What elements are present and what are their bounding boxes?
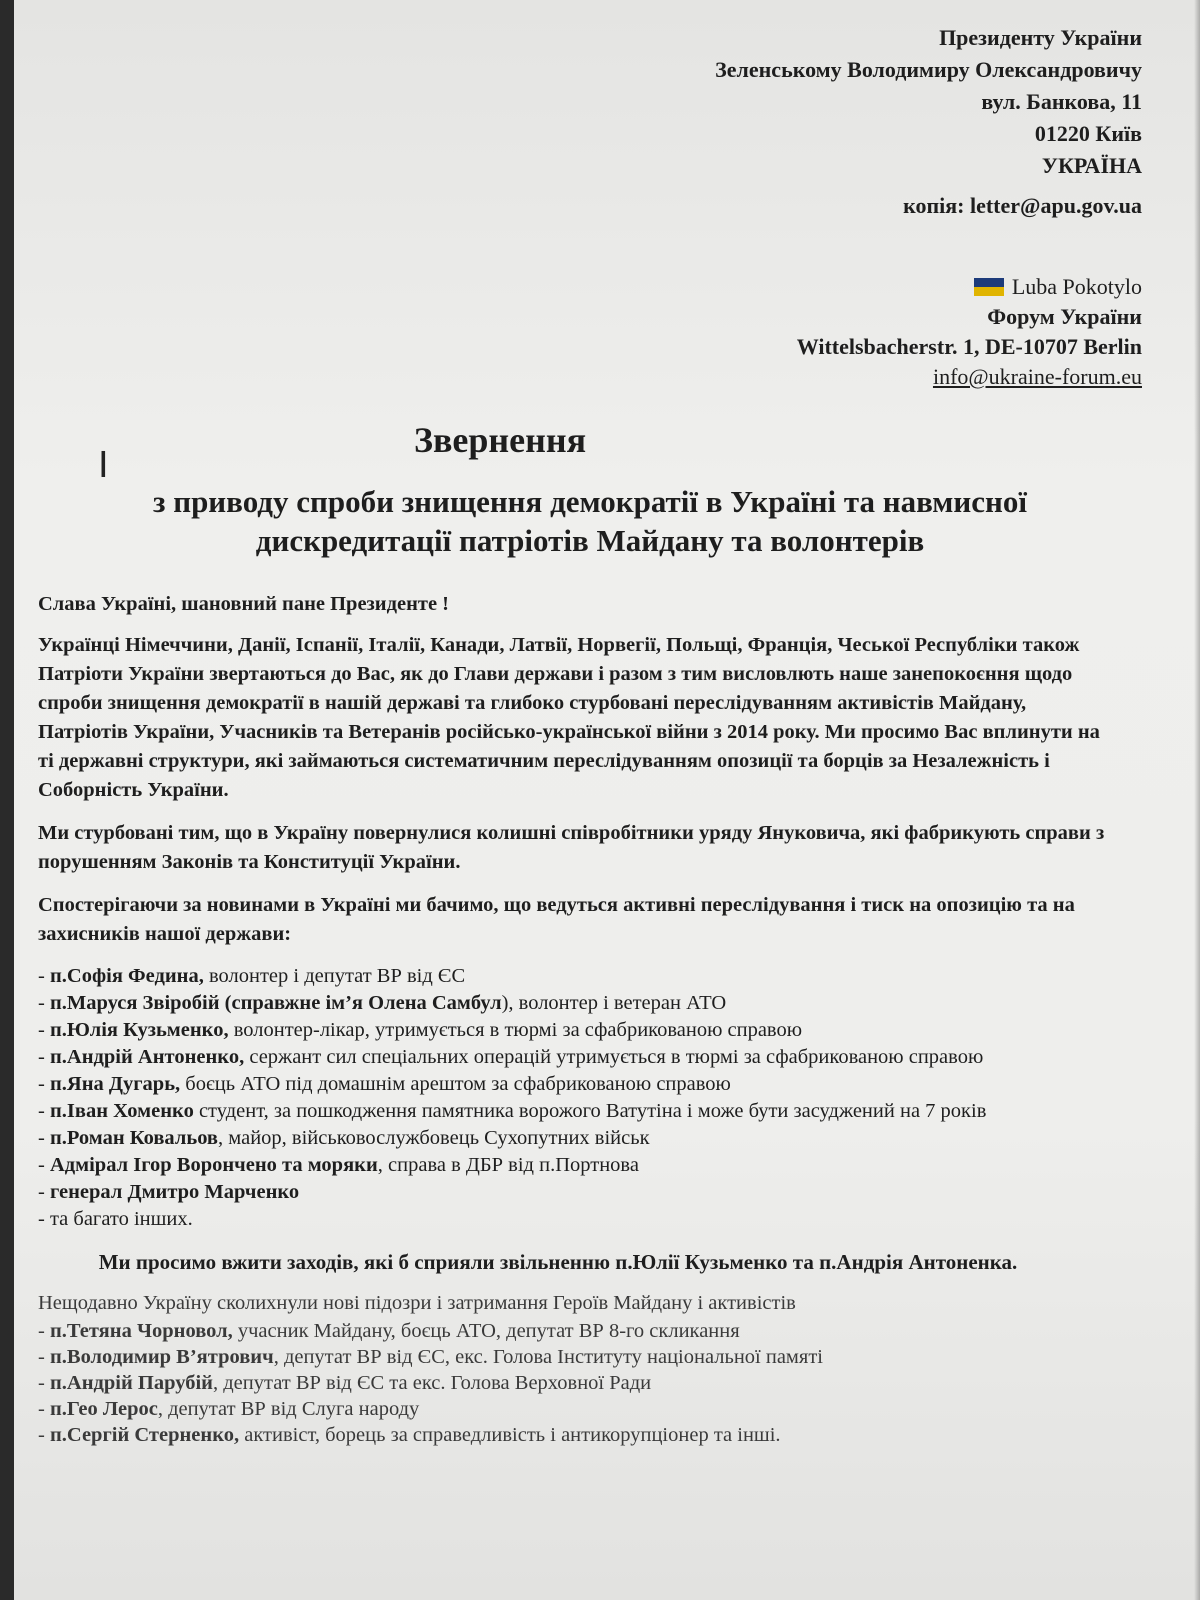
letter-body — [38, 590, 1118, 1448]
recipient-country: УКРАЇНА — [1041, 153, 1142, 178]
list-item: - п.Роман Ковальов, майор, військовослужбовець Сухопутних військ — [38, 1127, 650, 1149]
sender-name-line — [797, 272, 1142, 302]
document-subtitle: з приводу спроби знищення демократії в Україні та навмисної дискредитації патріотів Майдану та волонтерів — [153, 484, 1027, 558]
list-item: - Адмірал Ігор Ворончено та моряки, справа в ДБР від п.Портнова — [38, 1154, 639, 1176]
list-item: - п.Гео Лерос, депутат ВР від Слуга народу — [38, 1398, 420, 1420]
recipient-block — [715, 22, 1142, 222]
request-statement: Ми просимо вжити заходів, які б сприяли звільненню п.Юлії Кузьменко та п.Андрія Антоненка. — [98, 1250, 1018, 1274]
sender-org: Форум України — [987, 304, 1142, 329]
list-item: - п.Софія Федина, волонтер і депутат ВР від ЄС — [38, 965, 466, 987]
recipient-city: 01220 Київ — [1034, 121, 1142, 146]
list-item: - п.Тетяна Чорновол, учасник Майдану, боєць АТО, депутат ВР 8-го скликання — [38, 1320, 740, 1342]
sender-block — [797, 272, 1142, 392]
list-item: - та багато інших. — [38, 1208, 193, 1230]
paragraph-3: Спостерігаючи за новинами в Україні ми бачимо, що ведуться активні переслідування і тиск на опозицію та на захисників нашої держави: — [38, 894, 1075, 945]
recipient-title: Президенту України — [939, 25, 1142, 50]
sender-name: Luba Pokotylo — [1011, 274, 1142, 299]
recent-intro: Нещодавно Україну сколихнули нові підозри і затримання Героїв Майдану і активістів — [38, 1292, 796, 1314]
list-item: - п.Андрій Парубій, депутат ВР від ЄС та екс. Голова Верховної Ради — [38, 1372, 652, 1394]
paragraph-1: Українці Німеччини, Данії, Іспанії, Італії, Канади, Латвії, Норвегії, Польщі, Франція, Чеської Республіки також Патріоти України звертаються до Вас, як до Глави держави і разом з тим висловлють наше занепокоєння щодо спроби знищення демократії в нашій державі та глибоко стурбовані переслідуванням активістів Майдану, Патріотів України, Учасників та Ветеранів російсько-української війни з 2014 року. Ми просимо Вас вплинути на ті державні структури, які займаються систематичним переслідуванням опозиції та борців за Незалежність і Соборність України. — [38, 634, 1100, 801]
recent-list — [38, 1318, 1118, 1448]
text-cursor-icon: I — [98, 445, 109, 486]
recipient-street: вул. Банкова, 11 — [981, 89, 1142, 114]
paragraph-2: Ми стурбовані тим, що в Україну повернулися колишні співробітники уряду Януковича, які фабрикують справи з порушенням Законів та Конституції України. — [38, 822, 1105, 873]
list-item: - п.Яна Дугарь, боєць АТО під домашнім арештом за сфабрикованою справою — [38, 1073, 731, 1095]
sender-email-link[interactable]: info@ukraine-forum.eu — [932, 364, 1142, 389]
list-item: - п.Володимир В’ятрович, депутат ВР від ЄС, екс. Голова Інституту національної памяті — [38, 1346, 823, 1368]
persecuted-list — [38, 963, 1118, 1233]
sender-address: Wittelsbacherstr. 1, DE-10707 Berlin — [796, 334, 1142, 359]
list-item: - п.Андрій Антоненко, сержант сил спеціальних операцій утримується в тюрмі за сфабрикованою справою — [38, 1046, 984, 1068]
list-item: - п.Іван Хоменко студент, за пошкодження памятника ворожого Ватутіна і може бути засуджений на 7 років — [38, 1100, 987, 1122]
document-title: Звернення — [413, 420, 587, 460]
greeting: Слава Україні, шановний пане Президенте ! — [38, 593, 450, 615]
recipient-copy-email: копія: letter@apu.gov.ua — [903, 193, 1142, 218]
ukraine-flag-icon — [974, 278, 1004, 296]
list-item: - п.Маруся Звіробій (справжне ім’я Олена Самбул), волонтер і ветеран АТО — [38, 992, 727, 1014]
list-item: - п.Юлія Кузьменко, волонтер-лікар, утримується в тюрмі за сфабрикованою справою — [38, 1019, 803, 1041]
recipient-name: Зеленському Володимиру Олександровичу — [715, 57, 1142, 82]
list-item: - генерал Дмитро Марченко — [38, 1181, 300, 1203]
list-item: - п.Сергій Стерненко, активіст, борець за справедливість і антикорупціонер та інші. — [38, 1424, 781, 1446]
